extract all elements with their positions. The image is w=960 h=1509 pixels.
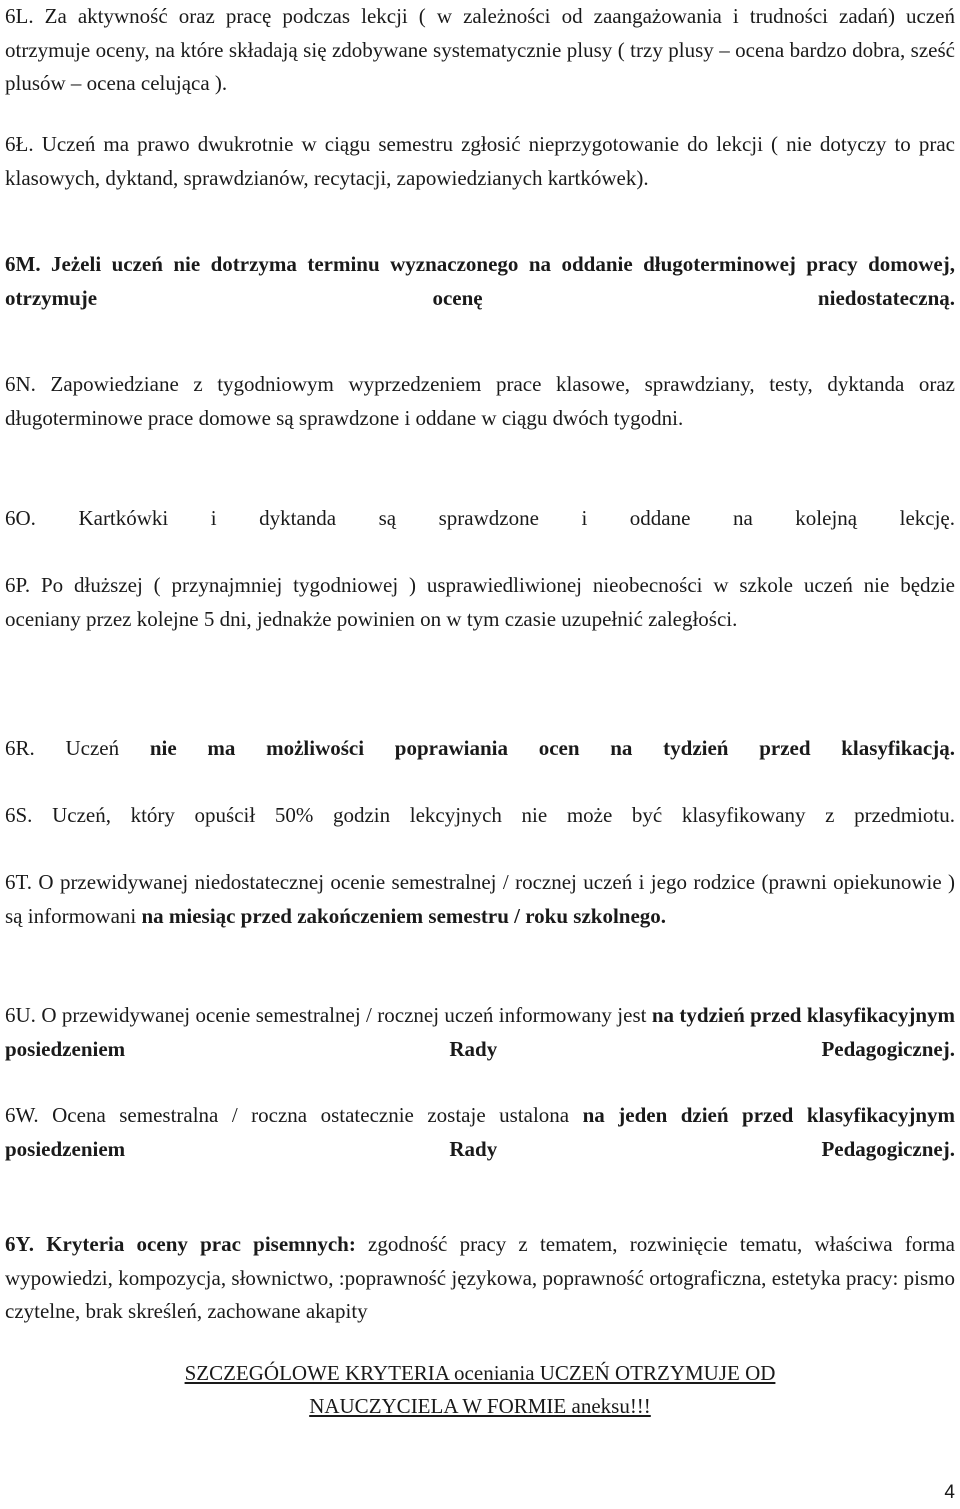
paragraph-text: O przewidywanej niedostatecznej ocenie semestralnej / rocznej uczeń i jego rodzice (prawni opiekunowie ) są informowani (5, 870, 955, 928)
paragraph-text: Jeżeli uczeń nie dotrzyma terminu wyznaczonego na oddanie długoterminowej pracy domowej, otrzymuje ocenę niedostateczną. (5, 252, 955, 310)
paragraph-label: 6S. (5, 803, 33, 827)
paragraph-6S (5, 799, 955, 833)
paragraph-6R (5, 732, 955, 766)
paragraph-6L (5, 0, 955, 101)
paragraph-text-bold: na miesiąc przed zakończeniem semestru / roku szkolnego. (141, 903, 667, 928)
paragraph-label: 6L. (5, 4, 34, 28)
paragraph-text-bold: nie ma możliwości poprawiania ocen na tydzień przed klasyfikacją. (149, 736, 955, 760)
paragraph-6P (5, 569, 955, 636)
paragraph-text: Uczeń (65, 736, 120, 760)
paragraph-label: 6T. (5, 870, 33, 894)
paragraph-6W (5, 1099, 955, 1166)
paragraph-label: 6M. (5, 252, 41, 276)
paragraph-text: Ocena semestralna / roczna ostatecznie zostaje ustalona (52, 1103, 570, 1127)
paragraph-label: 6P. (5, 573, 31, 597)
paragraph-6N (5, 368, 955, 435)
paragraph-label: 6N. (5, 372, 36, 396)
paragraph-text: Uczeń, który opuścił 50% godzin lekcyjnych nie może być klasyfikowany z przedmiotu. (52, 803, 956, 827)
paragraph-text-bold: na tydzień przed klasyfikacyjnym posiedzeniem Rady Pedagogicznej. (5, 1003, 956, 1061)
footer-note-line-1: SZCZEGÓLOWE KRYTERIA oceniania UCZEŃ OTRZYMUJE OD (184, 1361, 776, 1385)
paragraph-6U (5, 999, 955, 1066)
paragraph-text-bold: na jeden dzień przed klasyfikacyjnym posiedzeniem Rady Pedagogicznej. (5, 1103, 956, 1161)
paragraph-label: 6R. (5, 736, 35, 760)
paragraph-6M (5, 248, 955, 315)
page-number: 4 (944, 1482, 955, 1503)
paragraph-text: Zapowiedziane z tygodniowym wyprzedzeniem prace klasowe, sprawdziany, testy, dyktanda oraz długoterminowe prace domowe są sprawdzone i oddane w ciągu dwóch tygodni. (5, 372, 955, 430)
paragraph-text: Za aktywność oraz pracę podczas lekcji ( w zależności od zaangażowania i trudności zadań) uczeń otrzymuje oceny, na które składają się zdobywane systematycznie plusy ( trzy plusy – ocena bardzo dobra, sześć plusów – ocena celująca ). (5, 4, 956, 95)
footer-note-line-2: NAUCZYCIELA W FORMIE aneksu!!! (309, 1394, 651, 1418)
paragraph-6T (5, 866, 955, 933)
paragraph-6O (5, 502, 955, 536)
paragraph-text-bold: Kryteria oceny prac pisemnych: (46, 1232, 356, 1256)
paragraph-text: zgodność pracy z tematem, rozwinięcie tematu, właściwa forma wypowiedzi, kompozycja, słownictwo, :poprawność językowa, poprawność ortograficzna, estetyka pracy: pismo czytelne, brak skreśleń, zachowane akapity (5, 1232, 955, 1323)
paragraph-text: O przewidywanej ocenie semestralnej / rocznej uczeń informowany jest (41, 1003, 647, 1027)
paragraph-text: Po dłuższej ( przynajmniej tygodniowej ) usprawiedliwionej nieobecności w szkole uczeń nie będzie oceniany przez kolejne 5 dni, jednakże powinien on w tym czasie uzupełnić zaległości. (5, 573, 955, 631)
paragraph-6Y (5, 1228, 955, 1329)
paragraph-label: 6O. (5, 506, 36, 530)
paragraph-label: 6U. (5, 1003, 36, 1027)
paragraph-text: Kartkówki i dyktanda są sprawdzone i oddane na kolejną lekcję. (78, 506, 956, 530)
paragraph-label: 6W. (5, 1103, 39, 1127)
paragraph-label: 6Ł. (5, 132, 34, 156)
paragraph-label: 6Y. (5, 1232, 34, 1256)
paragraph-6Ł (5, 128, 955, 195)
paragraph-text: Uczeń ma prawo dwukrotnie w ciągu semestru zgłosić nieprzygotowanie do lekcji ( nie dotyczy to prac klasowych, dyktand, sprawdzianów, recytacji, zapowiedzianych kartkówek). (5, 132, 956, 190)
